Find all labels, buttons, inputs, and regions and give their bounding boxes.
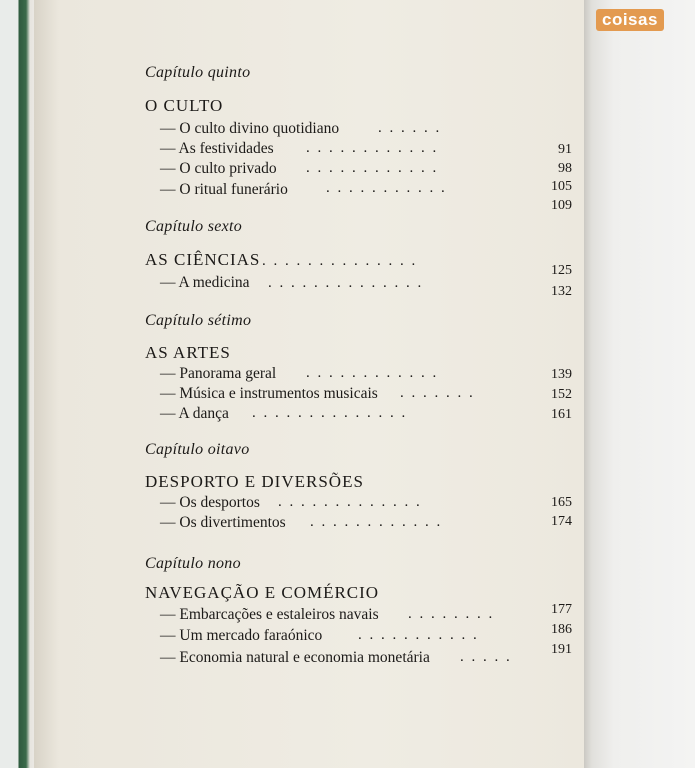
dot-leader: . . . . . . — [378, 120, 442, 136]
page-number: 186 — [551, 622, 572, 637]
entry-label: — O culto privado — [160, 160, 277, 177]
page-number: 132 — [551, 284, 572, 299]
dot-leader: . . . . . . . . . . . . . . — [252, 405, 408, 421]
entry-label: — As festividades — [160, 140, 274, 157]
page-number: 109 — [551, 198, 572, 213]
entry-label: — Embarcações e estaleiros navais — [160, 606, 379, 623]
section-title: AS ARTES — [145, 343, 231, 362]
dot-leader: . . . . . . . . . . . . . . — [268, 275, 424, 291]
entry-label: — O culto divino quotidiano — [160, 120, 340, 137]
dot-leader: . . . . . . . . . . . . — [306, 160, 439, 176]
entry-label: — A dança — [160, 405, 229, 422]
chapter-heading: Capítulo oitavo — [145, 441, 250, 458]
chapter-heading: Capítulo sexto — [145, 218, 243, 235]
dot-leader: . . . . . . . . . . . . — [306, 140, 439, 156]
page-number: 161 — [551, 407, 572, 422]
dot-leader: . . . . . . . — [400, 385, 475, 401]
toc-entry — [160, 605, 578, 625]
toc-entry — [160, 384, 578, 404]
dot-leader: . . . . . . . . . . . . — [310, 514, 443, 530]
entry-label: — Música e instrumentos musicais — [160, 385, 378, 402]
watermark-logo: coisas — [596, 9, 664, 31]
dot-leader: . . . . . . . . . . . . — [306, 365, 439, 381]
entry-label: — Panorama geral — [160, 365, 277, 382]
entry-label: — Os divertimentos — [160, 514, 286, 531]
toc-entry — [160, 119, 578, 139]
section-title: O CULTO — [145, 96, 224, 115]
dot-leader: . . . . . . . . . . . . . . — [262, 253, 418, 269]
page-number: 152 — [551, 387, 572, 402]
dot-leader: . . . . . . . . . . . — [358, 627, 479, 643]
page-number: 105 — [551, 179, 572, 194]
dot-leader: . . . . . . . . . . . — [326, 180, 447, 196]
page-number: 98 — [558, 161, 572, 176]
chapter-heading: Capítulo nono — [145, 555, 241, 572]
section-title: DESPORTO E DIVERSÕES — [145, 472, 364, 491]
entry-label: — Economia natural e economia monetária — [160, 649, 430, 666]
page-number: 139 — [551, 367, 572, 382]
entry-label: — Um mercado faraónico — [160, 627, 323, 644]
page-number: 165 — [551, 495, 572, 510]
page-number: 174 — [551, 514, 572, 529]
section-title: NAVEGAÇÃO E COMÉRCIO — [145, 583, 380, 602]
entry-label: — A medicina — [160, 274, 250, 291]
dot-leader: . . . . . . . . — [408, 606, 495, 622]
dot-leader: . . . . . . . . . . . . . — [278, 494, 422, 510]
entry-label: — Os desportos — [160, 494, 260, 511]
page-number: 177 — [551, 602, 572, 617]
page-number: 91 — [558, 142, 572, 157]
chapter-heading: Capítulo quinto — [145, 64, 251, 81]
dot-leader: . . . . . — [460, 649, 512, 665]
entry-label: — O ritual funerário — [160, 181, 288, 198]
chapter-heading: Capítulo sétimo — [145, 312, 252, 329]
section-title: AS CIÊNCIAS — [145, 250, 261, 269]
page-number: 125 — [551, 263, 572, 278]
page-number: 191 — [551, 642, 572, 657]
toc-entry — [160, 648, 578, 668]
